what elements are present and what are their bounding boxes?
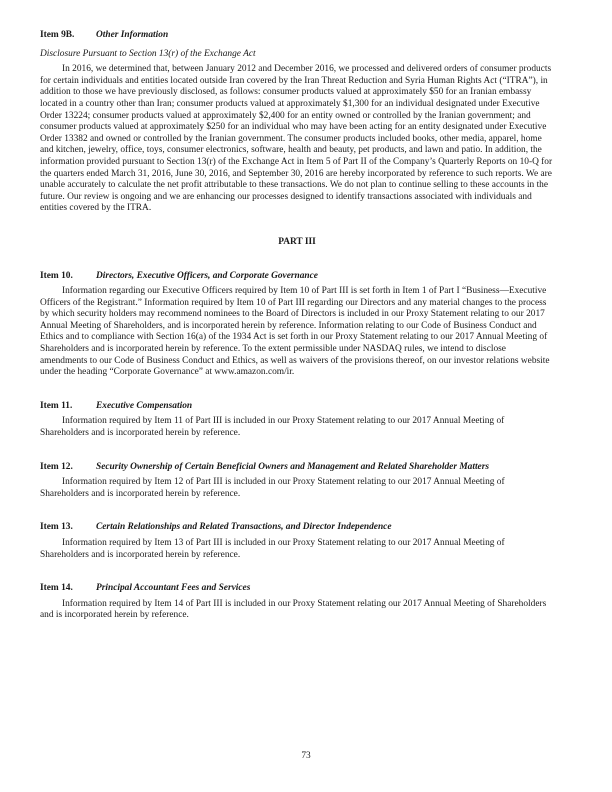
item-number: Item 10. xyxy=(40,270,73,281)
item-13-heading xyxy=(40,522,554,534)
item-14-heading xyxy=(40,583,554,595)
item-9b-paragraph: In 2016, we determined that, between January 2012 and December 2016, we processed and delivered orders of consumer products for certain individuals and entities located outside Iran covered by the Iran Threat Reduction and Syria Human Rights Act (“ITRA”), in addition to those we have previously disclosed, as follows: consumer products valued at approximately $50 for an Iranian embassy located in a country other than Iran; consumer products valued at approximately $1,300 for an individual designated under Executive Order 13224; consumer products valued at approximately $2,400 for an entity owned or controlled by the Iranian government; and consumer products valued at approximately $250 for an individual who may have been acting for an entity designated under Executive Order 13382 and owned or controlled by the Iranian government. The consumer products included books, other media, apparel, home and kitchen, jewelry, office, toys, consumer electronics, software, health and beauty, pet products, and lawn and patio. In addition, the information provided pursuant to Section 13(r) of the Exchange Act in Item 5 of Part II of the Company’s Quarterly Reports on 10-Q for the quarters ended March 31, 2016, June 30, 2016, and September 30, 2016 are hereby incorporated by reference to such reports. We are unable accurately to calculate the net profit attributable to these transactions. We do not plan to continue selling to these accounts in the future. Our review is ongoing and we are enhancing our processes designed to identify transactions associated with individuals and entities covered by the ITRA. xyxy=(40,64,553,214)
item-number: Item 13. xyxy=(40,522,73,533)
page-number: 73 xyxy=(301,751,311,761)
item-title: Certain Relationships and Related Transactions, and Director Independence xyxy=(96,522,392,533)
item-10-heading xyxy=(40,271,554,283)
item-11-paragraph: Information required by Item 11 of Part III is included in our Proxy Statement relating to our 2017 Annual Meeting of Shareholders and is incorporated herein by reference. xyxy=(40,416,505,439)
item-13-paragraph: Information required by Item 13 of Part III is included in our Proxy Statement relating to our 2017 Annual Meeting of Shareholders and is incorporated herein by reference. xyxy=(40,538,505,560)
item-10-paragraph: Information regarding our Executive Officers required by Item 10 of Part III is set forth in Item 1 of Part I “Business—Executive Officers of the Registrant.” Information required by Item 10 of Part III regarding our Directors and any material changes to the process by which security holders may recommend nominees to the Board of Directors is included in our Proxy Statement relating to our 2017 Annual Meeting of Shareholders, and is incorporated herein by reference. Information relating to our Code of Business Conduct and Ethics and to compliance with Section 16(a) of the 1934 Act is set forth in our Proxy Statement relating to our 2017 Annual Meeting of Shareholders and is incorporated herein by reference. To the extent permissible under NASDAQ rules, we intend to disclose amendments to our Code of Business Conduct and Ethics, as well as waivers of the provisions thereof, on our investor relations website under the heading “Corporate Governance” at www.amazon.com/ir. xyxy=(40,286,550,378)
item-10-section xyxy=(40,271,554,379)
item-number: Item 11. xyxy=(40,400,73,411)
item-title: Directors, Executive Officers, and Corporate Governance xyxy=(96,270,318,281)
item-number: Item 12. xyxy=(40,461,73,472)
item-12-section xyxy=(40,462,554,501)
item-11-heading xyxy=(40,401,554,413)
item-12-heading xyxy=(40,462,554,474)
item-14-section xyxy=(40,583,554,622)
item-14-paragraph: Information required by Item 14 of Part III is included in our Proxy Statement relating our 2017 Annual Meeting of Shareholders and is incorporated herein by reference. xyxy=(40,598,547,621)
item-9b-section xyxy=(40,30,554,215)
item-title: Security Ownership of Certain Beneficial Owners and Management and Related Shareholder Matters xyxy=(96,461,490,472)
item-12-paragraph: Information required by Item 12 of Part III is included in our Proxy Statement relating to our 2017 Annual Meeting of Shareholders and is incorporated herein by reference. xyxy=(40,477,505,499)
item-9b-heading xyxy=(40,30,554,42)
subheading: Disclosure Pursuant to Section 13(r) of the Exchange Act xyxy=(40,48,256,59)
item-number: Item 9B. xyxy=(40,30,75,40)
item-number: Item 14. xyxy=(40,583,73,594)
item-title: Executive Compensation xyxy=(96,400,193,411)
item-13-section xyxy=(40,522,554,561)
item-title: Principal Accountant Fees and Services xyxy=(96,583,251,594)
part-heading: PART III xyxy=(278,236,316,247)
item-11-section xyxy=(40,401,554,440)
item-title: Other Information xyxy=(96,30,169,40)
